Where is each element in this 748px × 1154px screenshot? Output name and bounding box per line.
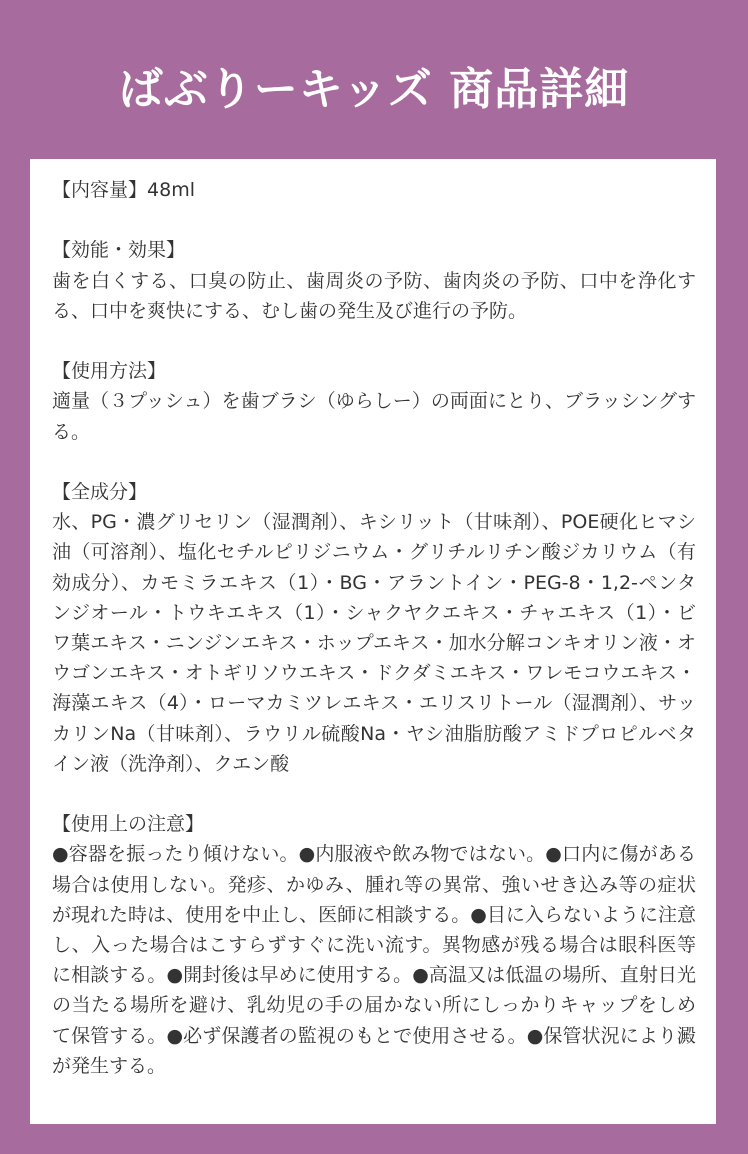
efficacy-text: 歯を白くする、口臭の防止、歯周炎の予防、歯肉炎の予防、口中を浄化する、口中を爽快にする、むし歯の発生及び進行の予防。 [52, 269, 696, 322]
ingredients-text: 水、PG・濃グリセリン（湿潤剤）、キシリット（甘味剤）、POE硬化ヒマシ油（可溶剤）、塩化セチルピリジニウム・グリチルリチン酸ジカリウム（有効成分）、カモミラエキス（1）・BG・アラントイン・PEG-8・1,2-ペンタンジオール・トウキエキス（1）・シャクヤクエキス・チャエキス（1）・ビワ葉エキス・ニンジンエキス・ホップエキス・加水分解コンキオリン液・オウゴンエキス・オトギリソウエキス・ドクダミエキス・ワレモコウエキス・海藻エキス（4）・ローマカミツレエキス・エリスリトール（湿潤剤）、サッカリンNa（甘味剤）、ラウリル硫酸Na・ヤシ油脂肪酸アミドプロピルベタイン液（洗浄剤）、クエン酸 [52, 511, 696, 775]
volume-heading: 【内容量】 [52, 179, 148, 201]
efficacy-section [52, 235, 696, 326]
usage-text: 適量（３プッシュ）を歯ブラシ（ゆらしー）の両面にとり、ブラッシングする。 [52, 390, 696, 443]
precautions-section [52, 809, 696, 1081]
precautions-heading: 【使用上の注意】 [52, 813, 205, 836]
precautions-text: ●容器を振ったり傾けない。●内服液や飲み物ではない。●口内に傷がある場合は使用しない。発疹、かゆみ、腫れ等の異常、強いせき込み等の症状が現れた時は、使用を中止し、医師に相談する。●目に入らないように注意し、入った場合はこすらずすぐに洗い流す。異物感が残る場合は眼科医等に相談する。●開封後は早めに使用する。●高温又は低温の場所、直射日光の当たる場所を避け、乳幼児の手の届かない所にしっかりキャップをしめて保管する。●必ず保護者の監視のもとで使用させる。●保管状況により澱が発生する。 [52, 843, 696, 1077]
product-details-panel [30, 159, 716, 1124]
volume-value: 48ml [147, 179, 195, 201]
efficacy-heading: 【効能・効果】 [52, 239, 186, 262]
page-title: ばぶりーキッズ 商品詳細 [118, 64, 630, 115]
ingredients-heading: 【全成分】 [52, 480, 148, 503]
usage-heading: 【使用方法】 [52, 360, 167, 383]
ingredients-section [52, 477, 696, 779]
volume-section [52, 175, 696, 205]
usage-section [52, 356, 696, 447]
